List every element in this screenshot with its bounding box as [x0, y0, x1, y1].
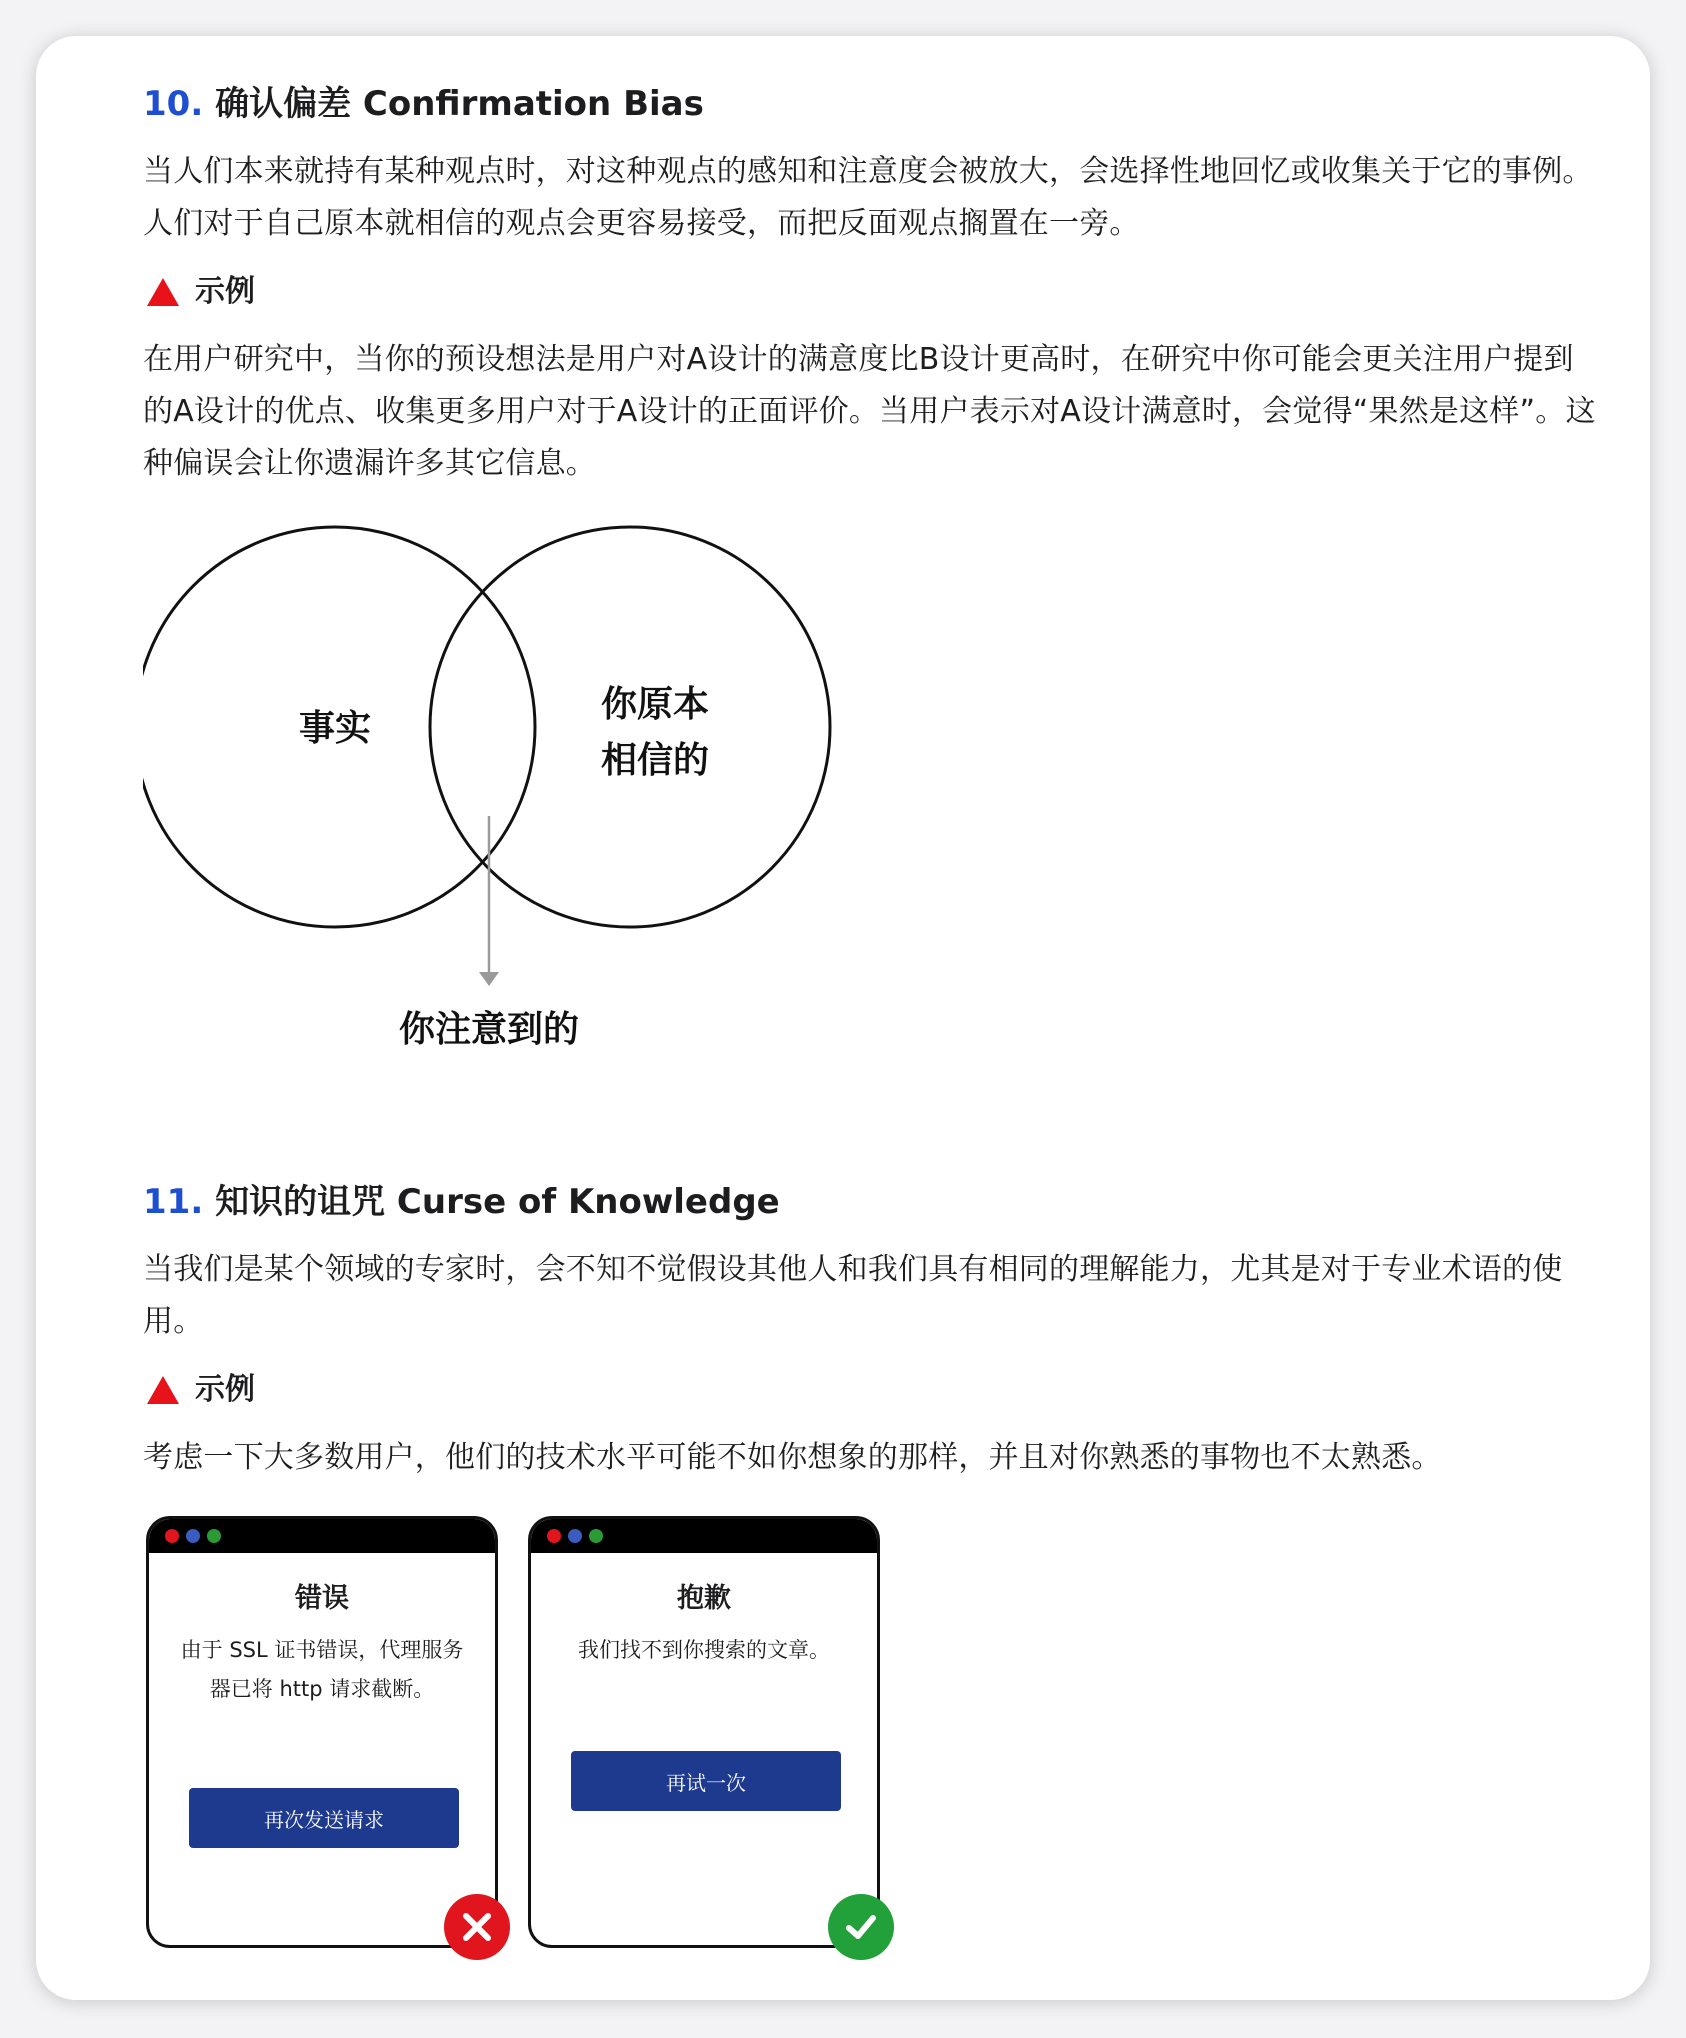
section-10-description: 当人们本来就持有某种观点时，对这种观点的感知和注意度会被放大，会选择性地回忆或收集关于它的事例。人们对于自己原本就相信的观点会更容易接受，而把反面观点搁置在一旁。 — [143, 154, 1593, 241]
section-11 — [143, 1176, 1603, 1484]
cross-icon — [460, 1910, 494, 1944]
good-dialog-message: 我们找不到你搜索的文章。 — [578, 1638, 830, 1662]
good-error-dialog — [528, 1516, 880, 1948]
section-11-title — [143, 1176, 1603, 1228]
check-icon — [843, 1909, 879, 1945]
warning-triangle-icon — [147, 1376, 179, 1404]
window-minimize-dot — [186, 1529, 200, 1543]
warning-triangle-icon — [147, 278, 179, 306]
retry-button[interactable]: 再试一次 — [571, 1751, 841, 1811]
venn-diagram — [143, 524, 843, 1064]
section-10 — [143, 78, 1603, 490]
section-10-example-text: 在用户研究中，当你的预设想法是用户对A设计的满意度比B设计更高时，在研究中你可能会更关注用户提到的A设计的优点、收集更多用户对于A设计的正面评价。当用户表示对A设计满意时，会觉得“果然是这样”。这种偏误会让你遗漏许多其它信息。 — [143, 342, 1596, 481]
bad-dialog-title: 错误 — [295, 1583, 349, 1614]
venn-right-label-line2: 相信的 — [600, 740, 710, 781]
window-close-dot — [547, 1529, 561, 1543]
venn-arrow-head — [479, 972, 499, 986]
bad-error-dialog — [146, 1516, 498, 1948]
venn-right-label-line1: 你原本 — [600, 684, 710, 725]
section-11-number: 11. — [143, 1182, 204, 1222]
section-11-example-label: 示例 — [195, 1372, 255, 1407]
window-maximize-dot — [207, 1529, 221, 1543]
resend-request-button[interactable]: 再次发送请求 — [189, 1788, 459, 1848]
section-10-example-label: 示例 — [195, 274, 255, 309]
cross-badge — [444, 1894, 510, 1960]
window-minimize-dot — [568, 1529, 582, 1543]
section-10-number: 10. — [143, 84, 204, 124]
venn-intersection-label: 你注意到的 — [398, 1009, 580, 1050]
section-10-example-heading — [143, 266, 1603, 318]
venn-left-label: 事实 — [298, 708, 372, 749]
section-10-title-text: 确认偏差 Confirmation Bias — [215, 84, 704, 124]
section-11-example-text: 考虑一下大多数用户，他们的技术水平可能不如你想象的那样，并且对你熟悉的事物也不太熟悉。 — [143, 1440, 1442, 1475]
bad-dialog-message: 由于 SSL 证书错误，代理服务器已将 http 请求截断。 — [180, 1638, 464, 1701]
window-maximize-dot — [589, 1529, 603, 1543]
good-dialog-title: 抱歉 — [677, 1583, 731, 1614]
section-10-title — [143, 78, 1603, 130]
check-badge — [828, 1894, 894, 1960]
section-11-description: 当我们是某个领域的专家时，会不知不觉假设其他人和我们具有相同的理解能力，尤其是对于专业术语的使用。 — [143, 1252, 1563, 1339]
window-close-dot — [165, 1529, 179, 1543]
window-title-bar — [531, 1519, 877, 1553]
section-11-example-heading — [143, 1364, 1603, 1416]
section-11-title-text: 知识的诅咒 Curse of Knowledge — [215, 1182, 780, 1222]
window-title-bar — [149, 1519, 495, 1553]
